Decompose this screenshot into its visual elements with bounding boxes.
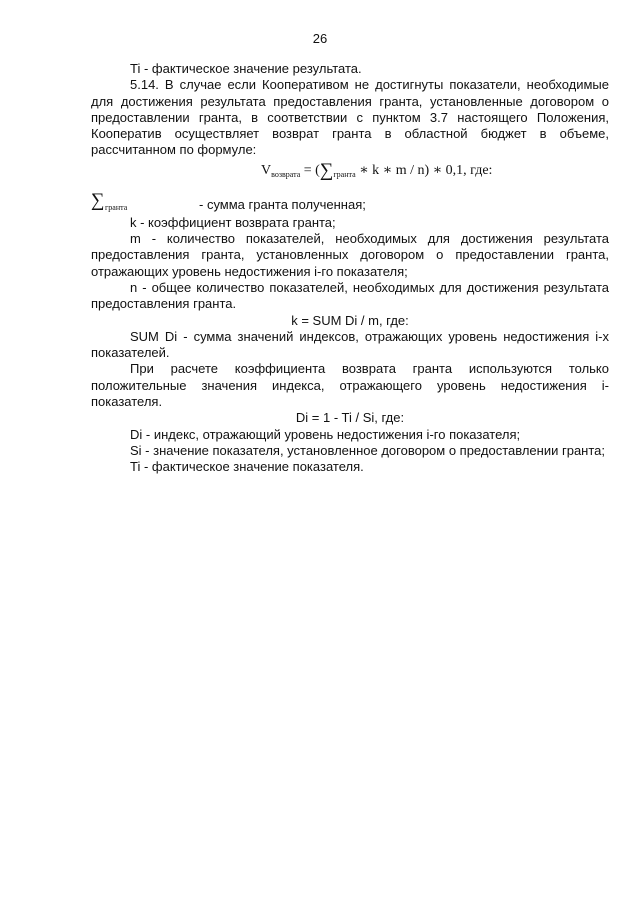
sum-legend-description: - сумма гранта полученная; bbox=[199, 196, 366, 212]
definition-sum-di: SUM Di - сумма значений индексов, отражающих уровень недостижения i-х показателей. bbox=[91, 328, 609, 361]
sum-legend-subscript: гранта bbox=[105, 202, 128, 212]
definition-ti: Ti - фактическое значение показателя. bbox=[130, 459, 364, 475]
formula-expression bbox=[261, 159, 493, 183]
formula-v-subscript: возврата bbox=[271, 169, 301, 179]
sigma-legend-icon: ∑ bbox=[91, 189, 105, 211]
sum-legend bbox=[91, 191, 609, 215]
formula-return-volume bbox=[91, 159, 609, 189]
formula-v: V bbox=[261, 162, 272, 178]
definition-k: k - коэффициент возврата гранта; bbox=[130, 214, 336, 230]
formula-k: k = SUM Di / m, где: bbox=[291, 312, 409, 328]
formula-di: Di = 1 - Ti / Si, где: bbox=[295, 410, 405, 426]
definition-di: Di - индекс, отражающий уровень недостижения i-го показателя; bbox=[130, 426, 521, 442]
paragraph-ti-result: Ti - фактическое значение результата. bbox=[130, 61, 362, 76]
document-body bbox=[91, 61, 609, 476]
paragraph-5-14: 5.14. В случае если Кооперативом не достигнуты показатели, необходимые для достижения результата предоставления гранта, установленные договором о предоставлении гранта, в соответствии с пунктом 3.7 настоящего Положения, Кооператив осуществляет возврат гранта в областной бюджет в объеме, рассчитанном по формуле: bbox=[91, 77, 609, 158]
definition-si: Si - значение показателя, установленное договором о предоставлении гранта; bbox=[130, 442, 606, 458]
definition-m: m - количество показателей, необходимых для достижения результата предоставления гранта, установленных договором о предоставлении гранта, отражающих уровень недостижения i-го показателя; bbox=[91, 231, 609, 279]
page-number: 26 bbox=[312, 31, 328, 46]
formula-eq-open: = ( bbox=[300, 162, 320, 178]
formula-sigma-subscript: гранта bbox=[333, 169, 356, 179]
paragraph-positive-values: При расчете коэффициента возврата гранта используются только положительные значения индекса, отражающего уровень недостижения i-показателя. bbox=[91, 361, 609, 410]
sigma-icon: ∑ bbox=[319, 159, 334, 181]
definition-n: n - общее количество показателей, необходимых для достижения результата предоставления гранта. bbox=[91, 279, 609, 312]
formula-tail: ∗ k ∗ m / n) ∗ 0,1, где: bbox=[355, 162, 493, 178]
